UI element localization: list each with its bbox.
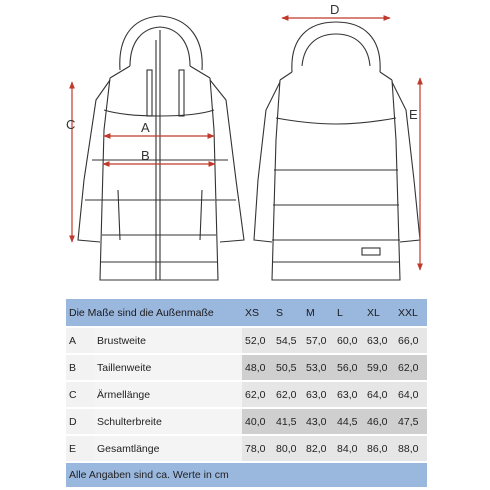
table-cell: 46,0 [364,408,395,435]
table-cell: 88,0 [395,435,427,462]
table-cell: 82,0 [303,435,334,462]
table-cell: 62,0 [273,381,303,408]
table-row [66,408,427,435]
size-table [66,299,427,487]
table-footer-note: Alle Angaben sind ca. Werte in cm [66,462,427,487]
table-cell: 56,0 [334,354,364,381]
row-name: Taillenweite [94,354,242,381]
row-name: Gesamtlänge [94,435,242,462]
table-cell: 44,5 [334,408,364,435]
table-cell: 63,0 [303,381,334,408]
jacket-back-view [254,22,420,280]
table-cell: 41,5 [273,408,303,435]
measure-label-c: C [66,117,76,132]
size-header: XL [364,299,395,327]
table-row [66,354,427,381]
table-row [66,327,427,354]
row-name: Ärmellänge [94,381,242,408]
table-cell: 86,0 [364,435,395,462]
table-footer-row [66,462,427,487]
table-cell: 57,0 [303,327,334,354]
table-row [66,435,427,462]
table-cell: 63,0 [364,327,395,354]
measure-label-b: B [141,148,150,163]
measure-label-e: E [409,107,418,122]
table-cell: 84,0 [334,435,364,462]
row-code: A [66,327,94,354]
measure-label-a: A [141,120,150,135]
row-code: B [66,354,94,381]
table-cell: 43,0 [303,408,334,435]
table-cell: 62,0 [242,381,273,408]
table-cell: 48,0 [242,354,273,381]
table-cell: 63,0 [334,381,364,408]
table-cell: 52,0 [242,327,273,354]
size-header: S [273,299,303,327]
table-cell: 50,5 [273,354,303,381]
table-cell: 59,0 [364,354,395,381]
table-cell: 54,5 [273,327,303,354]
row-name: Brustweite [94,327,242,354]
size-header: L [334,299,364,327]
table-title: Die Maße sind die Außenmaße [66,299,242,327]
table-row [66,381,427,408]
size-header: XS [242,299,273,327]
row-code: C [66,381,94,408]
measure-label-d: D [330,2,340,17]
size-header: M [303,299,334,327]
table-header-row [66,299,427,327]
row-code: E [66,435,94,462]
table-cell: 66,0 [395,327,427,354]
table-cell: 53,0 [303,354,334,381]
table-cell: 60,0 [334,327,364,354]
jacket-front-view [78,16,244,280]
size-header: XXL [395,299,427,327]
table-cell: 62,0 [395,354,427,381]
table-cell: 64,0 [364,381,395,408]
table-cell: 40,0 [242,408,273,435]
table-cell: 64,0 [395,381,427,408]
row-code: D [66,408,94,435]
row-name: Schulterbreite [94,408,242,435]
table-cell: 80,0 [273,435,303,462]
table-cell: 78,0 [242,435,273,462]
table-cell: 47,5 [395,408,427,435]
